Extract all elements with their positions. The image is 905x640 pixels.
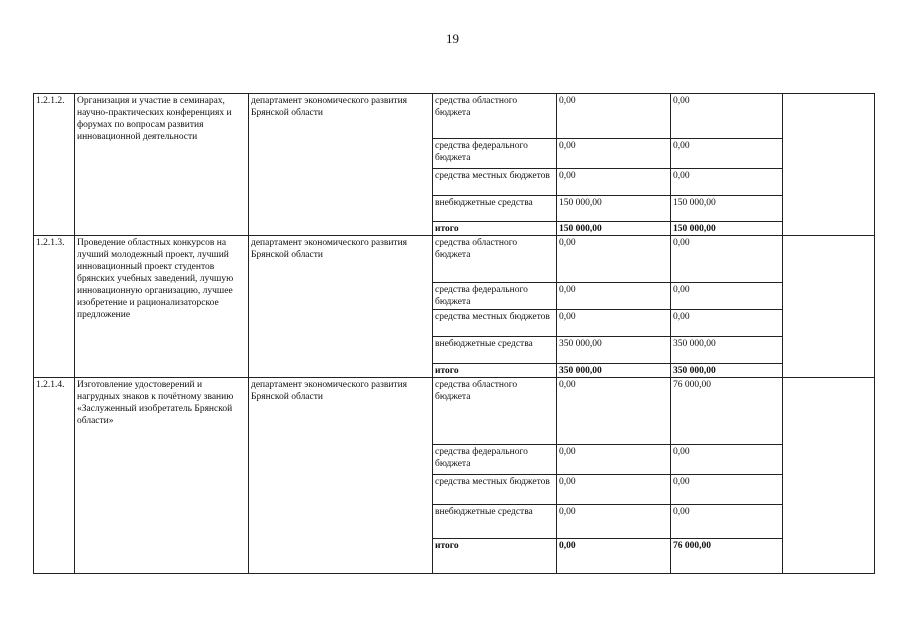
funding-value-2: 76 000,00	[671, 539, 783, 574]
item-executor: департамент экономического развития Брянской области	[249, 236, 433, 378]
item-code: 1.2.1.2.	[34, 94, 75, 236]
funding-value-1: 0,00	[557, 445, 671, 475]
funding-value-1: 0,00	[557, 539, 671, 574]
item-name: Организация и участие в семинарах, научно-практических конференциях и форумах по вопросам развития инновационной деятельности	[75, 94, 249, 236]
funding-value-1: 150 000,00	[557, 196, 671, 222]
funding-value-1: 0,00	[557, 94, 671, 139]
funding-value-1: 0,00	[557, 236, 671, 283]
funding-source: итого	[433, 364, 557, 378]
empty-cell	[783, 236, 875, 378]
funding-source: средства федерального бюджета	[433, 283, 557, 310]
empty-cell	[783, 94, 875, 236]
funding-value-2: 0,00	[671, 94, 783, 139]
funding-value-2: 0,00	[671, 445, 783, 475]
funding-value-1: 0,00	[557, 378, 671, 445]
funding-value-2: 350 000,00	[671, 364, 783, 378]
funding-source: внебюджетные средства	[433, 337, 557, 364]
funding-source: средства областного бюджета	[433, 378, 557, 445]
funding-value-2: 150 000,00	[671, 196, 783, 222]
funding-value-2: 0,00	[671, 310, 783, 337]
funding-source: средства местных бюджетов	[433, 169, 557, 196]
item-code: 1.2.1.3.	[34, 236, 75, 378]
funding-value-1: 0,00	[557, 505, 671, 539]
funding-value-1: 0,00	[557, 310, 671, 337]
funding-value-1: 0,00	[557, 139, 671, 169]
funding-source: средства федерального бюджета	[433, 139, 557, 169]
funding-value-1: 350 000,00	[557, 364, 671, 378]
table-row	[34, 236, 875, 283]
empty-cell	[783, 378, 875, 574]
funding-value-1: 0,00	[557, 169, 671, 196]
funding-value-2: 0,00	[671, 475, 783, 505]
funding-source: средства местных бюджетов	[433, 475, 557, 505]
funding-value-2: 0,00	[671, 283, 783, 310]
funding-source: средства местных бюджетов	[433, 310, 557, 337]
budget-table	[33, 93, 875, 574]
item-code: 1.2.1.4.	[34, 378, 75, 574]
funding-source: внебюджетные средства	[433, 196, 557, 222]
funding-source: итого	[433, 222, 557, 236]
funding-source: средства областного бюджета	[433, 236, 557, 283]
page-number: 19	[446, 31, 459, 46]
item-executor: департамент экономического развития Брянской области	[249, 378, 433, 574]
funding-value-1: 350 000,00	[557, 337, 671, 364]
funding-value-1: 0,00	[557, 475, 671, 505]
item-name: Изготовление удостоверений и нагрудных знаков к почётному званию «Заслуженный изобретатель Брянской области»	[75, 378, 249, 574]
funding-value-2: 150 000,00	[671, 222, 783, 236]
funding-value-2: 0,00	[671, 505, 783, 539]
funding-source: внебюджетные средства	[433, 505, 557, 539]
funding-value-2: 76 000,00	[671, 378, 783, 445]
funding-value-1: 0,00	[557, 283, 671, 310]
funding-source: средства областного бюджета	[433, 94, 557, 139]
funding-value-2: 0,00	[671, 169, 783, 196]
funding-source: итого	[433, 539, 557, 574]
funding-source: средства федерального бюджета	[433, 445, 557, 475]
item-name: Проведение областных конкурсов на лучший молодежный проект, лучший инновационный проект студентов брянских учебных заведений, лучшую инновационную организацию, лучшее изобретение и рационализаторское предложение	[75, 236, 249, 378]
funding-value-2: 0,00	[671, 139, 783, 169]
table-row	[34, 378, 875, 445]
funding-value-2: 350 000,00	[671, 337, 783, 364]
funding-value-1: 150 000,00	[557, 222, 671, 236]
table-row	[34, 94, 875, 139]
funding-value-2: 0,00	[671, 236, 783, 283]
item-executor: департамент экономического развития Брянской области	[249, 94, 433, 236]
